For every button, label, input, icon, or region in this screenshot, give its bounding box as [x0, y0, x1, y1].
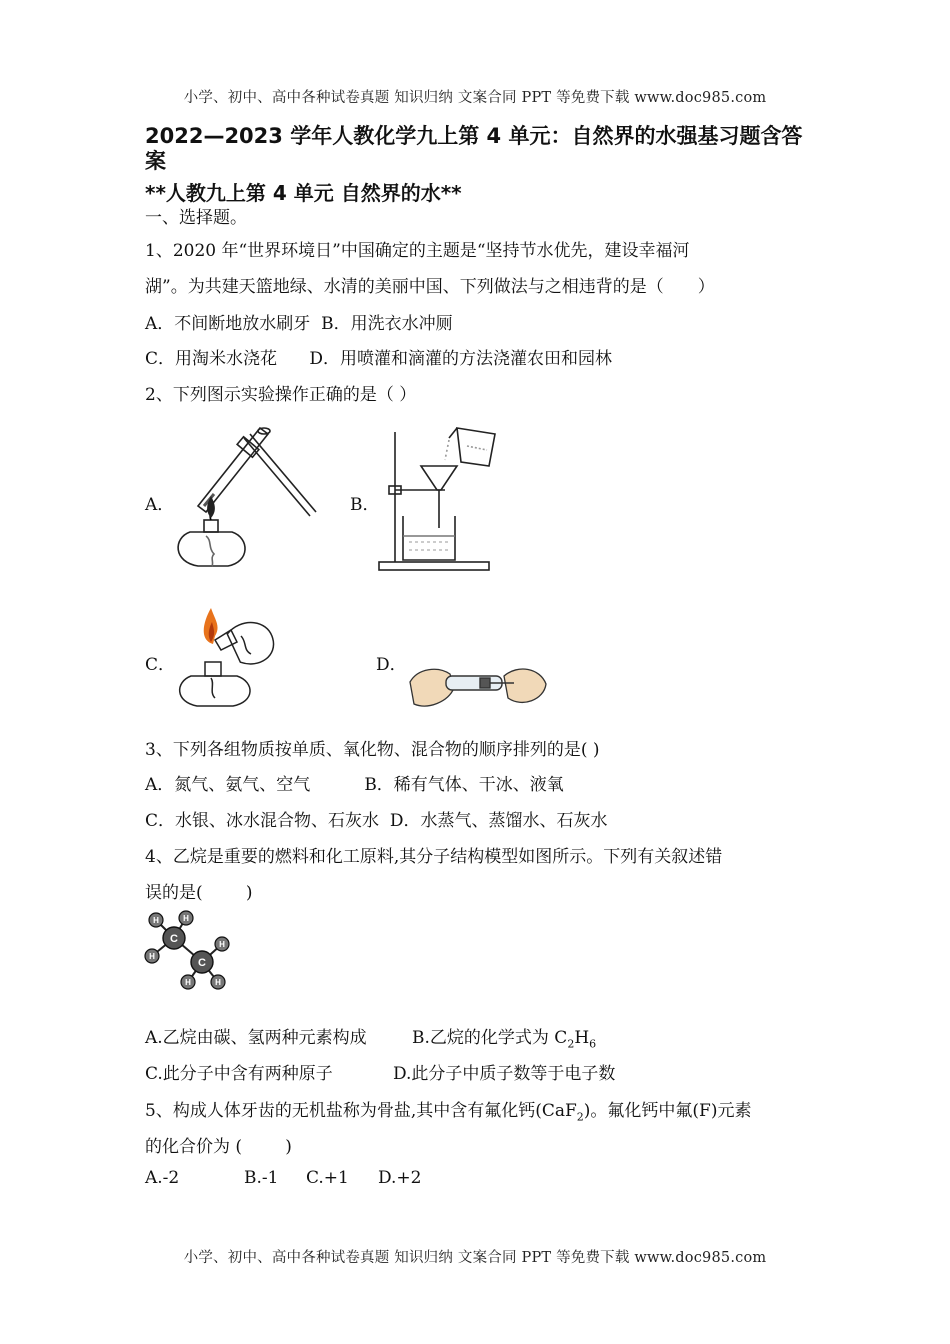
page-footer: 小学、初中、高中各种试卷真题 知识归纳 文案合同 PPT 等免费下载 www.doc985.com: [183, 1250, 767, 1266]
section-heading: 一、选择题。: [145, 208, 247, 228]
q2-stem: 2、下列图示实验操作正确的是（ ）: [145, 385, 417, 405]
q4-option-d: D.此分子中质子数等于电子数: [393, 1064, 616, 1084]
q3-options-ab: A．氮气、氨气、空气 B．稀有气体、干冰、液氧: [145, 775, 564, 795]
q2-label-d: D．: [376, 655, 407, 675]
q1-options-cd: C．用淘米水浇花 D．用喷灌和滴灌的方法浇灌农田和园林: [145, 349, 613, 369]
q2-label-a: A．: [145, 495, 175, 515]
q2-label-b: B．: [350, 495, 380, 515]
hydrogen-label: H: [153, 916, 159, 925]
document-subtitle: **人教九上第 4 单元 自然界的水**: [145, 181, 462, 205]
q1-stem-line2: 湖”。为共建天篮地绿、水清的美丽中国、下列做法与之相违背的是（ ）: [145, 277, 715, 297]
page-header: 小学、初中、高中各种试卷真题 知识归纳 文案合同 PPT 等免费下载 www.doc985.com: [183, 90, 767, 106]
q3-stem: 3、下列各组物质按单质、氧化物、混合物的顺序排列的是( ): [145, 740, 600, 760]
carbon-label: C: [170, 933, 178, 945]
q4-option-b: B.乙烷的化学式为 $C_2H_6$: [412, 1028, 597, 1051]
figure-hands-tube: [408, 654, 548, 716]
hydrogen-label: H: [183, 914, 189, 923]
hydrogen-label: H: [185, 978, 191, 987]
figure-filtration: [375, 424, 505, 574]
figure-heating-test-tube: [168, 420, 318, 570]
q3-options-cd: C．水银、冰水混合物、石灰水 D．水蒸气、蒸馏水、石灰水: [145, 811, 608, 831]
figure-lamp-ignition: [175, 600, 285, 710]
carbon-label: C: [198, 957, 206, 969]
figure-ethane-model: [140, 906, 240, 998]
document-title: 2022—2023 学年人教化学九上第 4 单元：自然界的水强基习题含答案: [145, 124, 803, 173]
q4-option-a: A.乙烷由碳、氢两种元素构成: [145, 1028, 367, 1048]
q5-stem-line2: 的化合价为 ( ): [145, 1137, 292, 1157]
q4-stem-line1: 4、乙烷是重要的燃料和化工原料,其分子结构模型如图所示。下列有关叙述错: [145, 847, 723, 867]
q4-option-c: C.此分子中含有两种原子: [145, 1064, 333, 1084]
hydrogen-label: H: [219, 940, 225, 949]
q5-option-d: D.+2: [378, 1168, 422, 1188]
hydrogen-label: H: [215, 978, 221, 987]
q2-label-c: C．: [145, 655, 176, 675]
q5-option-a: A.-2: [145, 1168, 180, 1188]
q1-stem-line1: 1、2020 年“世界环境日”中国确定的主题是“坚持节水优先，建设幸福河: [145, 241, 690, 261]
q5-option-c: C.+1: [306, 1168, 349, 1188]
q4-stem-line2: 误的是( ): [145, 883, 253, 903]
q5-option-b: B.-1: [244, 1168, 279, 1188]
q1-options-ab: A．不间断地放水刷牙 B．用洗衣水冲厕: [145, 314, 453, 334]
hydrogen-label: H: [149, 952, 155, 961]
q5-stem-line1: 5、构成人体牙齿的无机盐称为骨盐,其中含有氟化钙(CaF$_2$)。氟化钙中氟(F)元素: [145, 1101, 752, 1124]
